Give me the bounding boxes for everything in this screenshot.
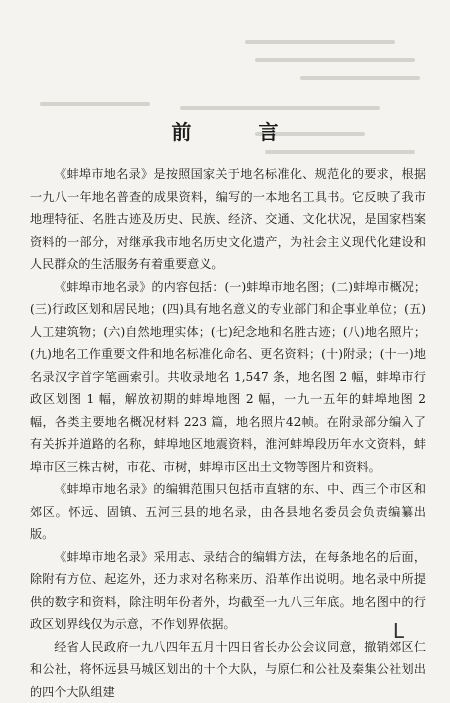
bleed-through-line: [300, 76, 420, 80]
paragraph: 《蚌埠市地名录》采用志、录结合的编辑方法，在每条地名的后面，除附有方位、起迄外，还力求对名称来历、沿革作出说明。地名录中所提供的数字和资料，除注明年份者外，均截至一九八三年底。地名图中的行政区划界线仅为示意，不作划界依据。: [30, 546, 426, 636]
paragraph: 《蚌埠市地名录》的编辑范围只包括市直辖的东、中、西三个市区和郊区。怀远、固镇、五河三县的地名录，由各县地名委员会负责编纂出版。: [30, 478, 426, 546]
bleed-through-line: [40, 102, 150, 106]
bleed-through-line: [265, 150, 415, 154]
bleed-through-line: [255, 58, 415, 62]
paragraph: 《蚌埠市地名录》的内容包括：(一)蚌埠市地名图；(二)蚌埠市概况；(三)行政区划和居民地；(四)具有地名意义的专业部门和企事业单位；(五)人工建筑物；(六)自然地理实体；(七)纪念地和名胜古迹；(八)地名照片；(九)地名工作重要文件和地名标准化命名、更名资料；(十)附录；(十一)地名录汉字首字笔画索引。共收录地名 1,547 条，地名图 2 幅，蚌埠市行政区划图 1 幅，解放初期的蚌埠地图 2 幅，一九一五年的蚌埠地图 2 幅，各类主要地名概况材料 223 篇，地名照片42帧。在附录部分编入了有关拆并道路的名称，蚌埠地区地震资料，淮河蚌埠段历年水文资料，蚌埠市区三株古树，市花、市树，蚌埠市区出土文物等图片和资料。: [30, 276, 426, 479]
bleed-through-line: [245, 40, 395, 44]
bleed-through-line: [180, 106, 380, 110]
paragraph: 经省人民政府一九八四年五月十四日省长办公会议同意，撤销郊区仁和公社，将怀远县马城区划出的十个大队，与原仁和公社及秦集公社划出的四个大队组建: [30, 636, 426, 703]
paragraph: 《蚌埠市地名录》是按照国家关于地名标准化、规范化的要求，根据一九八一年地名普查的成果资料，编写的一本地名工具书。它反映了我市地理特征、名胜古迹及历史、民族、经济、交通、文化状况，是国家档案资料的一部分，对继承我市地名历史文化遗产，为社会主义现代化建设和人民群众的生活服务有着重要意义。: [30, 163, 426, 276]
page-title: 前 言: [0, 116, 450, 145]
corner-mark: L: [393, 619, 404, 643]
body-text: [30, 163, 426, 703]
